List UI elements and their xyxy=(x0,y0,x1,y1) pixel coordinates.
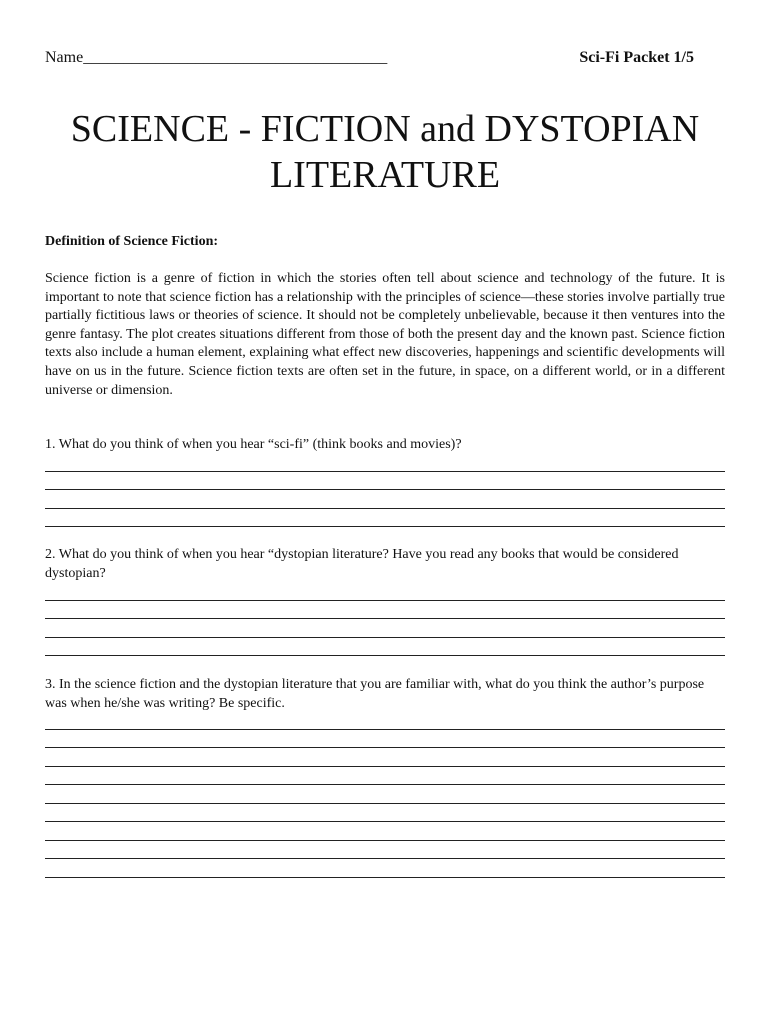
answer-line[interactable] xyxy=(45,655,725,656)
answer-line[interactable] xyxy=(45,618,725,619)
definition-heading: Definition of Science Fiction: xyxy=(45,234,219,249)
answer-line[interactable] xyxy=(45,840,725,841)
answer-line[interactable] xyxy=(45,471,725,472)
packet-label: Sci-Fi Packet 1/5 xyxy=(579,49,694,66)
answer-line[interactable] xyxy=(45,526,725,527)
page-title: SCIENCE - FICTION and DYSTOPIAN LITERATURE xyxy=(70,108,700,196)
answer-line[interactable] xyxy=(45,821,725,822)
question-2: 2. What do you think of when you hear “dystopian literature? Have you read any books that would be considered dystopian? xyxy=(45,547,679,581)
answer-line[interactable] xyxy=(45,784,725,785)
answer-line[interactable] xyxy=(45,637,725,638)
answer-line[interactable] xyxy=(45,858,725,859)
answer-line[interactable] xyxy=(45,489,725,490)
answer-line[interactable] xyxy=(45,729,725,730)
answer-line[interactable] xyxy=(45,747,725,748)
name-field-label: Name______________________________________ xyxy=(45,49,388,66)
answer-line[interactable] xyxy=(45,600,725,601)
question-3: 3. In the science fiction and the dystopian literature that you are familiar with, what do you think the author’s purpose was when he/she was writing? Be specific. xyxy=(45,677,705,711)
definition-body: Science fiction is a genre of fiction in which the stories often tell about science and technology of the future. It is important to note that science fiction has a relationship with the principles of science—these stories involve partially true partially fictitious laws or theories of science. It should not be completely unbelievable, because it then ventures into the genre fantasy. The plot creates situations different from those of both the present day and the known past. Science fiction texts also include a human element, explaining what effect new discoveries, happenings and scientific developments will have on us in the future. Science fiction texts are often set in the future, in space, on a different world, or in a different universe or dimension. xyxy=(45,271,725,398)
answer-line[interactable] xyxy=(45,508,725,509)
answer-line[interactable] xyxy=(45,877,725,878)
answer-line[interactable] xyxy=(45,766,725,767)
answer-line[interactable] xyxy=(45,803,725,804)
question-1: 1. What do you think of when you hear “sci-fi” (think books and movies)? xyxy=(45,437,462,452)
